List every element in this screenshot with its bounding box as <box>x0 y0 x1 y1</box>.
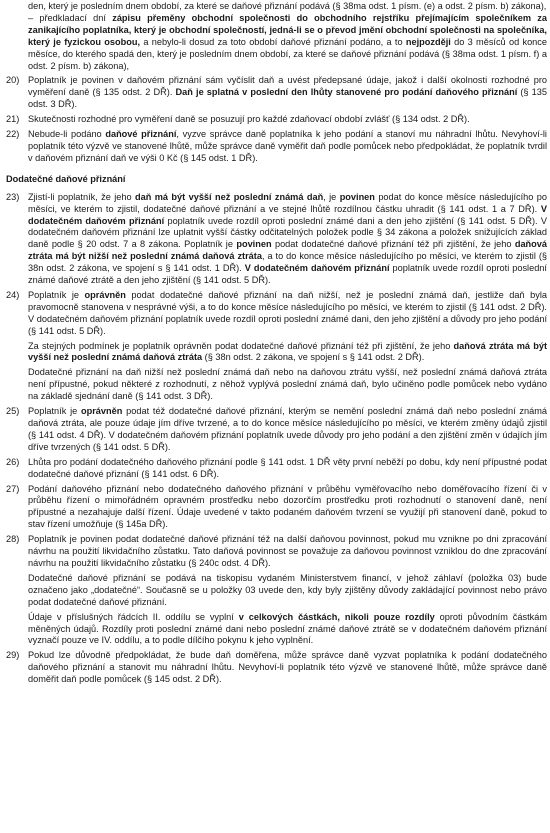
list-item <box>6 129 547 165</box>
text-run: (§ 135 odst. 3 DŘ). <box>28 87 548 110</box>
bold-text-run: Daň je splatná v poslední den lhůty stanovené pro podání daňového přiznání <box>175 87 518 98</box>
item-paragraph <box>28 406 547 454</box>
text-run: Nebude-li podáno <box>28 129 106 140</box>
item-paragraph <box>28 484 547 532</box>
item-number: 27) <box>6 483 20 494</box>
item-number: 21) <box>6 114 20 125</box>
text-run: (§ 38n odst. 2 zákona, ve spojení s § 141 odst. 2 DŘ). <box>202 352 425 363</box>
item-number: 28) <box>6 534 20 545</box>
text-run: poplatník uvede rozdíl oproti poslední známé dani a den jeho zjištění (§ 141 odst. 5 DŘ). V dodatečném daňovém přiznání lze uplatnit vyšší částky odčitatelných položek podle § 34 zákona a položek snižujících základ daně podle § 20 odst. 7 a 8 zákona. Poplatník je <box>28 215 547 250</box>
text-run: Lhůta pro podání dodatečného daňového přiznání podle § 141 odst. 1 DŘ věty první neběží po dobu, kdy není přípustné podat dodatečné daňové přiznání (§ 141 odst. 6 DŘ). <box>28 456 547 479</box>
item-number: 22) <box>6 129 20 140</box>
list-item <box>6 484 547 532</box>
text-run: oproti původním částkám měněných údajů. Rozdíly proti poslední známé dani nebo poslední známé daňové ztrátě se v dodatečném daňovém přiznání vyznačí pouze ve IV. oddílu, a to podle dílčího pokynu k jeho vyplnění. <box>28 611 547 646</box>
list-item <box>6 457 547 481</box>
intro-text <box>6 1 547 72</box>
bold-text-run: povinen <box>339 191 375 202</box>
text-run: podat do konce měsíce následujícího po měsíci, ve kterém to zjistil, dodatečné daňové přiznání a ve stejné lhůtě rozdílnou částku uhradit (§ 141 odst. 1 a 7 DŘ). <box>28 191 547 214</box>
text-run: , vyzve správce daně poplatníka k jeho podání a stanoví mu náhradní lhůtu. Nevyhoví-li poplatník této výzvě ve stanovené lhůtě, může správce daně vyměřit daň podle pomůcek nebo předpokládat, že poplatník tvrdil v daňovém přiznání daň ve výši 0 Kč (§ 145 odst. 1 DŘ). <box>28 129 547 163</box>
item-paragraph <box>28 290 547 338</box>
item-number: 29) <box>6 650 20 661</box>
text-run: a nebylo-li dosud za toto období daňové přiznání podáno, a to <box>140 36 406 47</box>
bold-text-run: oprávněn <box>84 289 126 300</box>
item-paragraph <box>28 75 547 111</box>
list-item <box>6 114 547 126</box>
bold-text-run: daňová ztráta má být vyšší než poslední známá daňová ztráta <box>28 340 547 363</box>
item-paragraph <box>28 573 547 609</box>
bold-text-run: daň má být vyšší než poslední známá daň <box>135 191 324 202</box>
item-paragraph <box>28 129 547 165</box>
item-number: 24) <box>6 289 20 300</box>
text-run: podat též dodatečné daňové přiznání, kterým se nemění poslední známá daň nebo poslední známá daňová ztráta, ale pouze údaje jím dříve tvrzené, a to do konce měsíce následujícího po měsíci, ve kterém změny údajů zjistil (§ 141 odst. 4 DŘ). V dodatečném daňovém přiznání poplatník uvede důvody pro jeho podání a den zjištění změn v údajích jím dříve tvrzených (§ 141 odst. 5 DŘ). <box>28 406 547 452</box>
item-paragraph <box>28 114 547 126</box>
text-run: Skutečnosti rozhodné pro vyměření daně se posuzují pro každé zdaňovací období zvlášť (§ 134 odst. 2 DŘ). <box>28 114 470 125</box>
text-run: podat dodatečné daňové přiznání též při zjištění, že jeho <box>271 239 515 250</box>
intro-paragraph <box>6 1 547 72</box>
text-run: Poplatník je povinen podat dodatečné daňové přiznání též na další daňovou povinnost, pokud mu vznikne po dni zpracování návrhu na použití likvidačního zůstatku. Tato daňová povinnost se považuje za daňovou povinnost vzniklou do dne zpracování návrhu na použití likvidačního zůstatku (§ 240c odst. 4 DŘ). <box>28 534 547 568</box>
item-paragraph <box>28 650 547 686</box>
bold-text-run: nejpozději <box>405 36 451 47</box>
list-item <box>6 406 547 454</box>
item-number: 26) <box>6 456 20 467</box>
text-run: Poplatník je povinen v daňovém přiznání sám vyčíslit daň a uvést předepsané údaje, jakož i další okolnosti rozhodné pro vyměření daně (§ 135 odst. 2 DŘ). <box>28 75 547 98</box>
item-paragraph <box>28 367 547 403</box>
text-run: podat dodatečné daňové přiznání na daň nižší, než je poslední známá daň, jestliže daň byla pravomocně stanovena v nesprávné výši, a to do konce měsíce následujícího po měsíci, ve kterém to zjistil (§ 141 odst. 2 DŘ). V dodatečném daňovém přiznání poplatník uvede rozdíl oproti poslední známé dani, den jeho zjištění a důvody pro jeho podání (§ 141 odst. 5 DŘ). <box>28 289 547 336</box>
text-run: Dodatečné daňové přiznání se podává na tiskopisu vydaném Ministerstvem financí, v jehož záhlaví (položka 03) bude označeno jako „dodatečné“. Současně se u položky 03 uvede den, kdy byly zjištěny důvody zakládající povinnost nebo právo podat dodatečné daňové přiznání. <box>28 572 547 607</box>
text-run: den, který je posledním dnem období, za které se daňové přiznání podává (§ 38ma odst. 1 písm. (e) a odst. 2 písm. b) zákona), <box>28 1 547 11</box>
text-run: Dodatečné přiznání na daň nižší než poslední známá daň nebo na daňovou ztrátu vyšší, než poslední známá daňová ztráta není přípustné, pokud některé z rozhodnutí, z něhož vyplývá poslední známá daň, bylo učiněno podle pomůcek nebo vydáno na základě sjednání daně (§ 141 odst. 3 DŘ). <box>28 367 547 402</box>
text-run: , a to do konce měsíce následujícího po měsíci, ve kterém to zjistil (§ 38n odst. 2 zákona, ve spojení s § 141 odst. 1 DŘ). <box>28 251 547 274</box>
item-number: 20) <box>6 75 20 86</box>
section-heading: Dodatečné daňové přiznání <box>6 173 126 184</box>
text-run: do 3 měsíců od konce měsíce, do kterého spadá den, který je posledním dnem období, za které se daňové přiznání podává (§ 38ma odst. 1 písm. f) a odst. 2 písm. b) zákona), <box>28 36 547 71</box>
bold-text-run: daňové přiznání <box>105 129 177 140</box>
item-paragraph <box>28 192 547 287</box>
text-run: Za stejných podmínek je poplatník oprávněn podat dodatečné daňové přiznání též při zjištění, že jeho <box>28 340 454 351</box>
text-run: , je <box>323 191 340 202</box>
bold-text-run: V dodatečném daňovém přiznání <box>244 263 390 274</box>
bold-text-run: povinen <box>236 239 272 250</box>
text-run: Poplatník je <box>28 406 81 417</box>
text-run: poplatník uvede rozdíl oproti poslední známé daňové ztrátě a den jeho zjištění (§ 141 odst. 5 DŘ). <box>28 263 547 286</box>
bold-text-run: daňová ztráta má být nižší než poslední známá daňová ztráta <box>28 239 547 262</box>
list-item <box>6 192 547 287</box>
item-paragraph <box>28 534 547 570</box>
bold-text-run: V dodatečném daňovém přiznání <box>28 203 547 226</box>
bold-text-run: oprávněn <box>81 406 123 417</box>
list-item <box>6 75 547 111</box>
bold-text-run: v celkových částkách, nikoli pouze rozdíly <box>238 611 435 622</box>
numbered-list <box>6 75 547 164</box>
list-item <box>6 290 547 403</box>
list-item <box>6 650 547 686</box>
item-paragraph <box>28 612 547 648</box>
text-run: Pokud lze důvodně předpokládat, že bude daň doměřena, může správce daně vyzvat poplatníka k podání dodatečného daňového přiznání a stanovit mu náhradní lhůtu. Nevyhoví-li poplatník této výzvě ve stanovené lhůtě, může správce daně doměřit daň podle pomůcek (§ 145 odst. 2 DŘ). <box>28 650 547 685</box>
item-number: 23) <box>6 191 20 202</box>
text-run: Podání daňového přiznání nebo dodatečného daňového přiznání v průběhu vyměřovacího nebo doměřovacího řízení či v průběhu řízení o mimořádném opravném prostředku nebo dozorčím prostředku proti rozhodnutí o stanovení daně, není přípustné a nezahajuje další řízení. Údaje uvedené v takto podaném daňovém tvrzení se využijí při stanovení daně, pokud to stav řízení umožňuje (§ 145a DŘ). <box>28 483 547 530</box>
item-paragraph <box>28 341 547 365</box>
text-run: Poplatník je <box>28 289 85 300</box>
bold-text-run: zápisu přeměny obchodní společnosti do obchodního rejstříku přejímajícím společníkem za zanikajícího poplatníka, který je obchodní společností, jedná-li se o převod jmění obchodní společnosti na společníka, který je fyzickou osobou, <box>28 12 547 47</box>
text-run: – předkladací dní <box>28 12 113 23</box>
item-number: 25) <box>6 406 20 417</box>
text-run: Údaje v příslušných řádcích II. oddílu se vyplní <box>28 611 239 622</box>
text-run: Zjistí-li poplatník, že jeho <box>28 191 136 202</box>
numbered-list <box>6 192 547 686</box>
item-paragraph <box>28 457 547 481</box>
list-item <box>6 534 547 647</box>
